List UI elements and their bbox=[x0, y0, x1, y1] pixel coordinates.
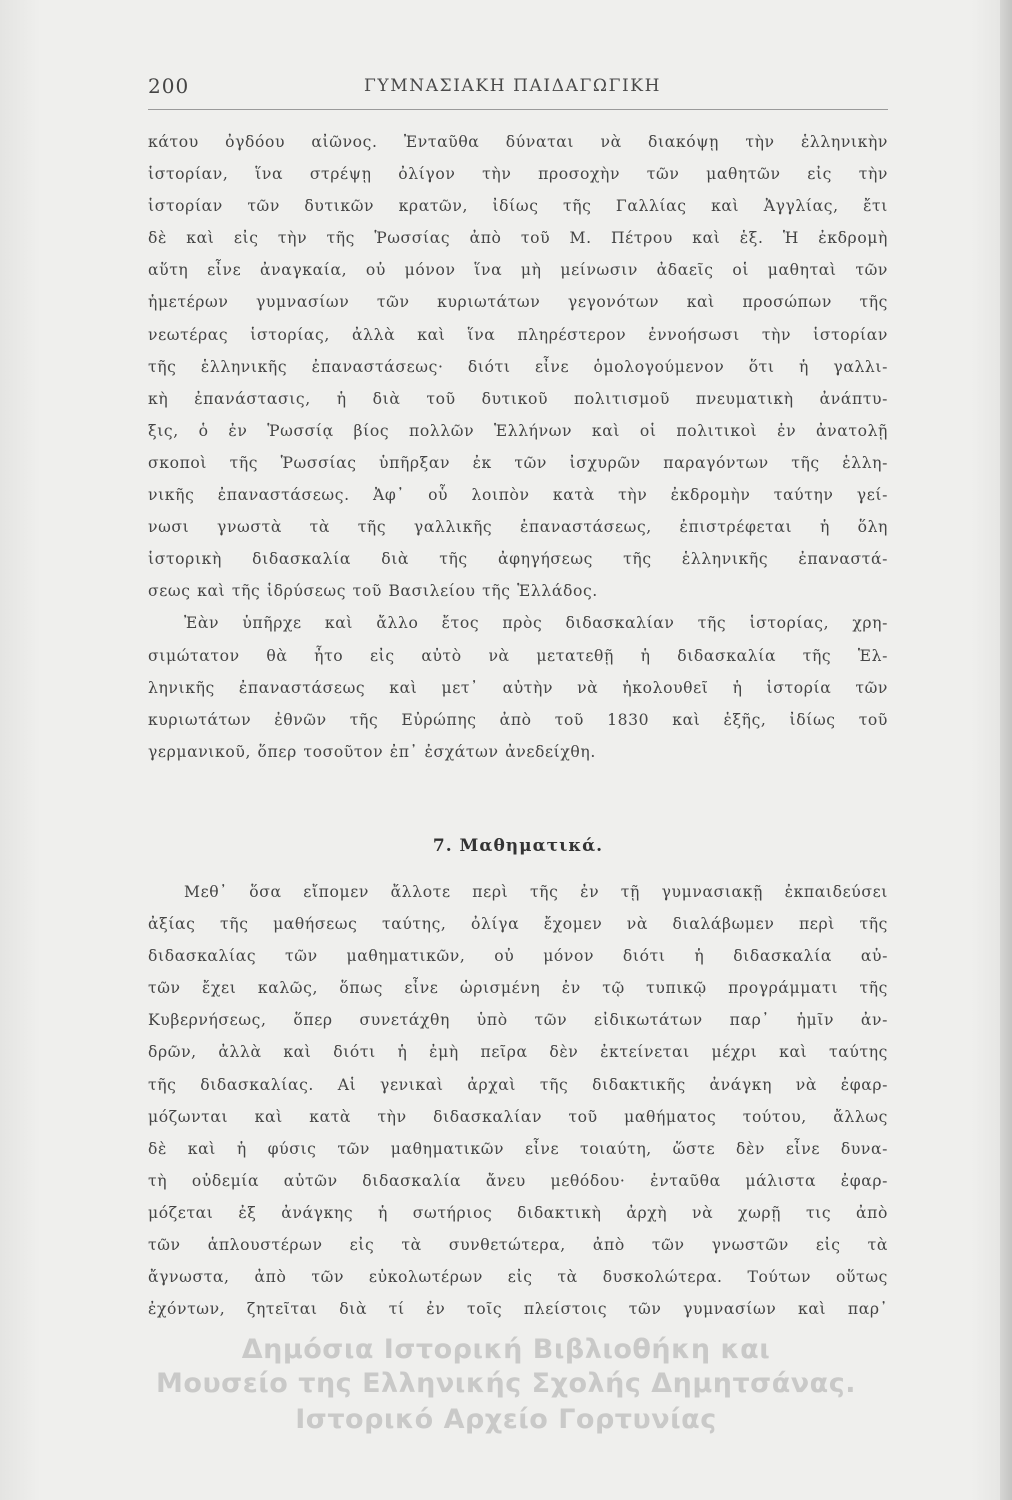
text-line: δὲ καὶ εἰς τὴν τῆς Ῥωσσίας ἀπὸ τοῦ Μ. Πέτρου καὶ ἑξ. Ἡ ἐκδρομὴ bbox=[148, 229, 888, 248]
text-line: ἄγνωστα, ἀπὸ τῶν εὐκολωτέρων εἰς τὰ δυσκολώτερα. Τούτων οὕτως bbox=[148, 1268, 888, 1287]
text-line: ληνικῆς ἐπαναστάσεως καὶ μετ᾽ αὐτὴν νὰ ἠκολουθεῖ ἡ ἱστορία τῶν bbox=[148, 678, 888, 697]
library-watermark-line-2: Μουσείο της Ελληνικής Σχολής Δημητσάνας. bbox=[156, 1368, 856, 1399]
text-line: ἡμετέρων γυμνασίων τῶν κυριωτάτων γεγονότων καὶ προσώπων τῆς bbox=[148, 293, 888, 312]
section-heading: 7. Μαθηματικά. bbox=[432, 836, 604, 856]
text-line: νικῆς ἐπαναστάσεως. Ἀφ᾽ οὗ λοιπὸν κατὰ τὴν ἐκδρομὴν ταύτην γεί- bbox=[148, 486, 888, 505]
text-line: σκοποὶ τῆς Ῥωσσίας ὑπῆρξαν ἐκ τῶν ἰσχυρῶν παραγόντων τῆς ἑλλη- bbox=[148, 453, 888, 472]
text-line: Μεθ᾽ ὅσα εἴπομεν ἄλλοτε περὶ τῆς ἐν τῇ γυμνασιακῇ ἐκπαιδεύσει bbox=[184, 883, 888, 901]
text-line: ἱστορίαν τῶν δυτικῶν κρατῶν, ἰδίως τῆς Γαλλίας καὶ Ἀγγλίας, ἔτι bbox=[148, 197, 888, 216]
text-line: τῆς διδασκαλίας. Αἱ γενικαὶ ἀρχαὶ τῆς διδακτικῆς ἀνάγκη νὰ ἐφαρ- bbox=[148, 1075, 888, 1094]
text-line: Ἐὰν ὑπῆρχε καὶ ἄλλο ἔτος πρὸς διδασκαλίαν τῆς ἱστορίας, χρη- bbox=[184, 614, 888, 633]
library-watermark-line-3: Ιστορικό Αρχείο Γορτυνίας bbox=[295, 1404, 717, 1435]
text-line: τῶν ἔχει καλῶς, ὅπως εἶνε ὡρισμένη ἐν τῷ τυπικῷ προγράμματι τῆς bbox=[148, 979, 888, 998]
text-line: νωσι γνωστὰ τὰ τῆς γαλλικῆς ἐπαναστάσεως, ἐπιστρέφεται ἡ ὅλη bbox=[148, 518, 888, 537]
text-line: μόζεται ἐξ ἀνάγκης ἡ σωτήριος διδακτικὴ ἀρχὴ νὰ χωρῇ τις ἀπὸ bbox=[148, 1203, 888, 1222]
text-line: τῆς ἑλληνικῆς ἐπαναστάσεως· διότι εἶνε ὁμολογούμενον ὅτι ἡ γαλλι- bbox=[148, 357, 888, 376]
text-line: τῶν ἁπλουστέρων εἰς τὰ συνθετώτερα, ἀπὸ τῶν γνωστῶν εἰς τὰ bbox=[148, 1236, 888, 1255]
text-block-upper bbox=[148, 126, 888, 768]
text-line: γερμανικοῦ, ὅπερ τοσοῦτον ἐπ᾽ ἐσχάτων ἀνεδείχθη. bbox=[148, 742, 596, 761]
page-edge-shadow bbox=[1000, 0, 1012, 1500]
text-line: ἐχόντων, ζητεῖται διὰ τί ἐν τοῖς πλείστοις τῶν γυμνασίων καὶ παρ᾽ bbox=[148, 1300, 888, 1319]
library-watermark-line-1: Δημόσια Ιστορική Βιβλιοθήκη και bbox=[241, 1334, 771, 1365]
text-block-lower bbox=[148, 876, 888, 1325]
paragraph-2 bbox=[148, 607, 888, 767]
text-line: κάτου ὀγδόου αἰῶνος. Ἐνταῦθα δύναται νὰ διακόψῃ τὴν ἑλληνικὴν bbox=[148, 133, 888, 151]
running-head: ΓΥΜΝΑΣΙΑΚΗ ΠΑΙΔΑΓΩΓΙΚΗ bbox=[364, 76, 662, 96]
paragraph-1 bbox=[148, 126, 888, 607]
text-line: διδασκαλίας τῶν μαθηματικῶν, οὐ μόνον διότι ἡ διδασκαλία αὐ- bbox=[148, 947, 888, 966]
text-line: δὲ καὶ ἡ φύσις τῶν μαθηματικῶν εἶνε τοιαύτη, ὥστε δὲν εἶνε δυνα- bbox=[148, 1139, 888, 1158]
text-line: ἱστορίαν, ἵνα στρέψῃ ὀλίγον τὴν προσοχὴν τῶν μαθητῶν εἰς τὴν bbox=[148, 165, 888, 184]
page-header bbox=[148, 74, 888, 104]
text-line: κὴ ἐπανάστασις, ἡ διὰ τοῦ δυτικοῦ πολιτισμοῦ πνευματικὴ ἀνάπτυ- bbox=[148, 389, 888, 408]
text-line: αὕτη εἶνε ἀναγκαία, οὐ μόνον ἵνα μὴ μείνωσιν ἀδαεῖς οἱ μαθηταὶ τῶν bbox=[148, 261, 888, 280]
text-line: μόζωνται καὶ κατὰ τὴν διδασκαλίαν τοῦ μαθήματος τούτου, ἄλλως bbox=[148, 1107, 888, 1126]
text-line: σιμώτατον θὰ ἦτο εἰς αὐτὸ νὰ μετατεθῇ ἡ διδασκαλία τῆς Ἑλ- bbox=[148, 646, 888, 665]
text-line: ἀξίας τῆς μαθήσεως ταύτης, ὀλίγα ἔχομεν νὰ διαλάβωμεν περὶ τῆς bbox=[148, 915, 888, 934]
text-line: ἱστορικὴ διδασκαλία διὰ τῆς ἀφηγήσεως τῆς ἑλληνικῆς ἐπαναστά- bbox=[148, 550, 888, 569]
page-number: 200 bbox=[148, 74, 190, 98]
text-line: ξις, ὁ ἐν Ῥωσσίᾳ βίος πολλῶν Ἑλλήνων καὶ οἱ πολιτικοὶ ἐν ἀνατολῇ bbox=[148, 421, 888, 440]
header-rule bbox=[148, 109, 888, 110]
text-line: Κυβερνήσεως, ὅπερ συνετάχθη ὑπὸ τῶν εἰδικωτάτων παρ᾽ ἡμῖν ἀν- bbox=[148, 1011, 888, 1030]
text-line: δρῶν, ἀλλὰ καὶ διότι ἡ ἐμὴ πεῖρα δὲν ἐκτείνεται μέχρι καὶ ταύτης bbox=[148, 1043, 888, 1062]
text-line: νεωτέρας ἱστορίας, ἀλλὰ καὶ ἵνα πληρέστερον ἐννοήσωσι τὴν ἱστορίαν bbox=[148, 325, 888, 344]
text-line: σεως καὶ τῆς ἱδρύσεως τοῦ Βασιλείου τῆς Ἑλλάδος. bbox=[148, 582, 598, 601]
paragraph-3 bbox=[148, 876, 888, 1325]
text-line: κυριωτάτων ἐθνῶν τῆς Εὐρώπης ἀπὸ τοῦ 1830 καὶ ἑξῆς, ἰδίως τοῦ bbox=[148, 710, 888, 729]
text-line: τὴ οὐδεμία αὐτῶν διδασκαλία ἄνευ μεθόδου· ἐνταῦθα μάλιστα ἐφαρ- bbox=[148, 1171, 888, 1190]
